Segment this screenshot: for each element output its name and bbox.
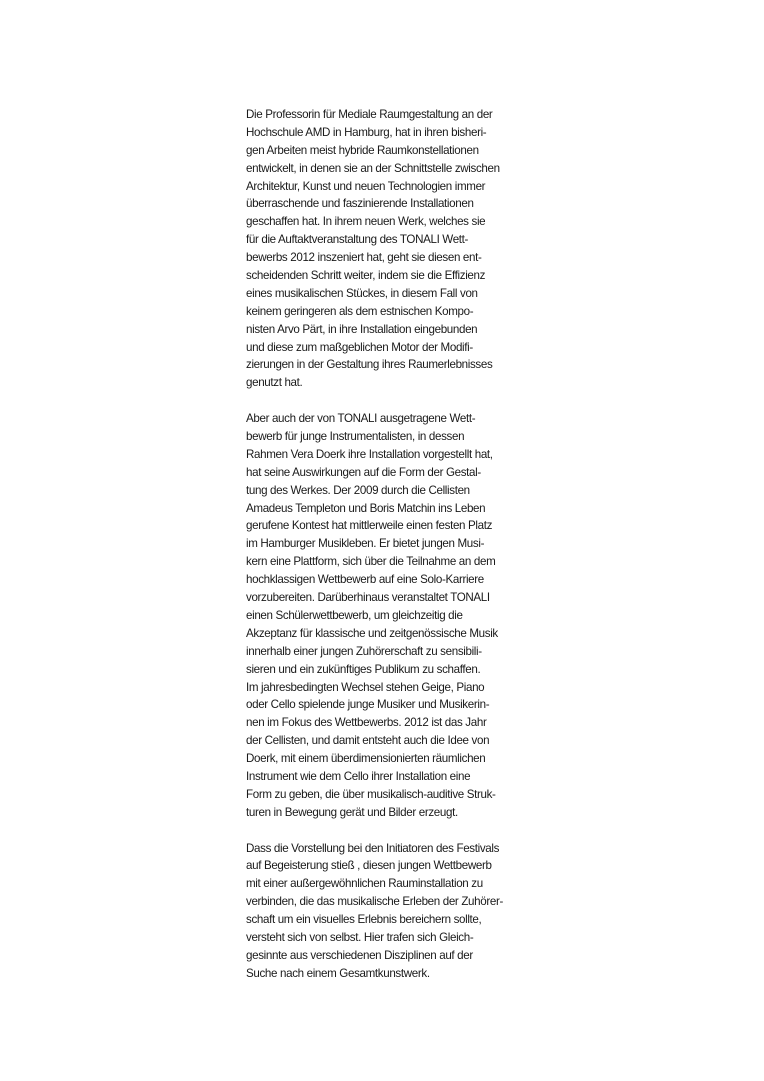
text-line: Instrument wie dem Cello ihrer Installation eine [246, 769, 471, 783]
text-line: gerufene Kontest hat mittlerweile einen festen Platz [246, 519, 493, 533]
text-line: kern eine Plattform, sich über die Teilnahme an dem [246, 555, 496, 569]
text-line: tung des Werkes. Der 2009 durch die Cellisten [246, 483, 470, 497]
text-line: im Hamburger Musikleben. Er bietet jungen Musi- [246, 537, 485, 551]
text-line: nen im Fokus des Wettbewerbs. 2012 ist das Jahr [246, 716, 487, 730]
text-line: entwickelt, in denen sie an der Schnittstelle zwischen [246, 161, 500, 175]
text-line: schaft um ein visuelles Erlebnis bereichern sollte, [246, 913, 482, 927]
text-line: Dass die Vorstellung bei den Initiatoren des Festivals [246, 841, 500, 855]
text-line: turen in Bewegung gerät und Bilder erzeugt. [246, 805, 458, 819]
text-line: Form zu geben, die über musikalisch-auditive Struk- [246, 787, 496, 801]
text-line: hat seine Auswirkungen auf die Form der Gestal- [246, 465, 481, 479]
text-line: der Cellisten, und damit entsteht auch die Idee von [246, 734, 490, 748]
text-line: Rahmen Vera Doerk ihre Installation vorgestellt hat, [246, 447, 493, 461]
text-line: einen Schülerwettbewerb, um gleichzeitig die [246, 608, 463, 622]
text-line: keinem geringeren als dem estnischen Kompo- [246, 304, 474, 318]
text-line: auf Begeisterung stieß , diesen jungen Wettbewerb [246, 859, 492, 873]
text-line: Akzeptanz für klassische und zeitgenössische Musik [246, 626, 498, 640]
text-line: zierungen in der Gestaltung ihres Raumerlebnisses [246, 358, 493, 372]
paragraph-3 [246, 840, 516, 983]
text-line: Aber auch der von TONALI ausgetragene Wett- [246, 412, 476, 426]
text-line: für die Auftaktveranstaltung des TONALI Wett- [246, 233, 469, 247]
text-line: genutzt hat. [246, 376, 303, 390]
text-line: verbinden, die das musikalische Erleben der Zuhörer- [246, 895, 503, 909]
text-line: gesinnte aus verschiedenen Disziplinen auf der [246, 948, 473, 962]
text-line: hochklassigen Wettbewerb auf eine Solo-Karriere [246, 573, 484, 587]
text-column [246, 106, 516, 983]
text-line: geschaffen hat. In ihrem neuen Werk, welches sie [246, 215, 486, 229]
text-line: versteht sich von selbst. Hier trafen sich Gleich- [246, 930, 474, 944]
text-line: bewerb für junge Instrumentalisten, in dessen [246, 430, 465, 444]
text-line: Architektur, Kunst und neuen Technologien immer [246, 179, 486, 193]
text-line: und diese zum maßgeblichen Motor der Modifi- [246, 340, 473, 354]
text-line: sieren und ein zukünftiges Publikum zu schaffen. [246, 662, 481, 676]
text-line: Suche nach einem Gesamtkunstwerk. [246, 966, 430, 980]
text-line: vorzubereiten. Darüberhinaus veranstaltet TONALI [246, 591, 490, 605]
text-line: Hochschule AMD in Hamburg, hat in ihren bisheri- [246, 125, 487, 139]
text-line: scheidenden Schritt weiter, indem sie die Effizienz [246, 269, 486, 283]
text-line: gen Arbeiten meist hybride Raumkonstellationen [246, 143, 479, 157]
text-line: nisten Arvo Pärt, in ihre Installation eingebunden [246, 322, 478, 336]
paragraph-2 [246, 410, 516, 821]
text-line: innerhalb einer jungen Zuhörerschaft zu sensibili- [246, 644, 482, 658]
text-line: bewerbs 2012 inszeniert hat, geht sie diesen ent- [246, 251, 482, 265]
text-line: oder Cello spielende junge Musiker und Musikerin- [246, 698, 490, 712]
text-line: Die Professorin für Mediale Raumgestaltung an der [246, 108, 493, 121]
text-line: Amadeus Templeton und Boris Matchin ins Leben [246, 501, 486, 515]
text-line: mit einer außergewöhnlichen Rauminstallation zu [246, 877, 483, 891]
text-line: Doerk, mit einem überdimensionierten räumlichen [246, 752, 486, 766]
text-line: Im jahresbedingten Wechsel stehen Geige, Piano [246, 680, 485, 694]
text-line: überraschende und faszinierende Installationen [246, 197, 474, 211]
text-line: eines musikalischen Stückes, in diesem Fall von [246, 286, 478, 300]
paragraph-1 [246, 106, 516, 392]
